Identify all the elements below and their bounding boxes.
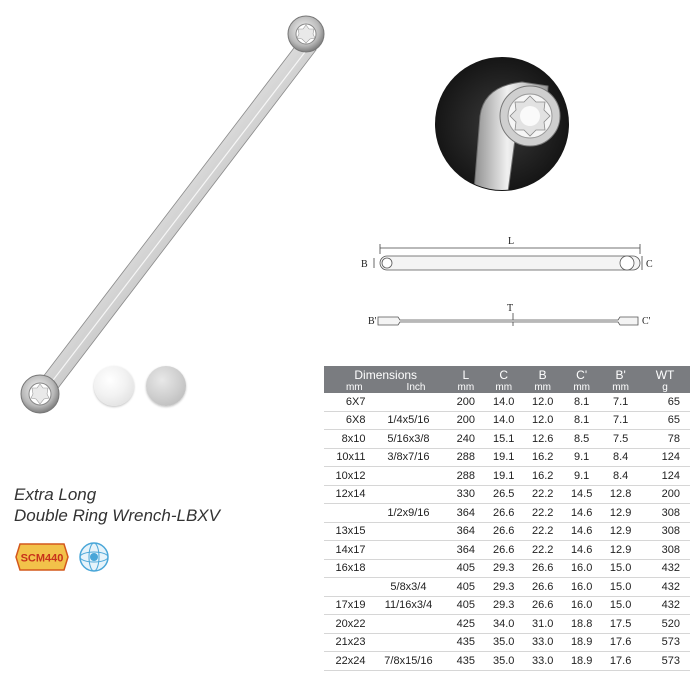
label-B-prime: B': [368, 316, 377, 327]
cell-inch: [369, 559, 447, 578]
cell-l: 405: [447, 578, 484, 597]
table-row: [324, 596, 690, 615]
cell-wt: 432: [640, 559, 690, 578]
cell-bp: 17.6: [601, 652, 640, 671]
cell-mm: 16x18: [324, 559, 369, 578]
col-Bp-header: B' mm: [601, 366, 640, 393]
table-row: [324, 393, 690, 411]
cell-bp: 12.9: [601, 541, 640, 560]
cell-b: 12.6: [523, 430, 562, 449]
col-Cp-header: C' mm: [562, 366, 601, 393]
cell-mm: 21x23: [324, 633, 369, 652]
cell-c: 26.5: [484, 485, 523, 504]
cell-b: 12.0: [523, 393, 562, 411]
cell-c: 26.6: [484, 504, 523, 523]
cell-l: 364: [447, 504, 484, 523]
cell-b: 16.2: [523, 448, 562, 467]
dimensions-inch-sublabel: Inch: [406, 382, 426, 393]
table-row: [324, 633, 690, 652]
cell-inch: 11/16x3/4: [369, 596, 447, 615]
cell-b: 26.6: [523, 596, 562, 615]
cell-l: 288: [447, 448, 484, 467]
cell-l: 330: [447, 485, 484, 504]
cell-inch: [369, 633, 447, 652]
cell-c: 15.1: [484, 430, 523, 449]
scm440-badge-text: SCM440: [20, 552, 64, 565]
cell-wt: 78: [640, 430, 690, 449]
cell-inch: [369, 393, 447, 411]
cell-bp: 15.0: [601, 596, 640, 615]
cell-wt: 573: [640, 652, 690, 671]
cell-wt: 432: [640, 596, 690, 615]
cell-bp: 15.0: [601, 559, 640, 578]
cell-wt: 308: [640, 522, 690, 541]
cell-inch: [369, 541, 447, 560]
cell-l: 405: [447, 596, 484, 615]
dimensions-header: [324, 366, 447, 393]
cell-bp: 17.5: [601, 615, 640, 634]
table-row: [324, 522, 690, 541]
title-line-2: Double Ring Wrench-LBXV: [14, 506, 220, 525]
dimension-diagram: [360, 232, 660, 342]
cell-c: 14.0: [484, 411, 523, 430]
cell-b: 33.0: [523, 652, 562, 671]
cell-b: 12.0: [523, 411, 562, 430]
cell-cp: 14.6: [562, 522, 601, 541]
cell-l: 240: [447, 430, 484, 449]
cell-mm: 6X8: [324, 411, 369, 430]
table-row: [324, 615, 690, 634]
col-C-header: C mm: [484, 366, 523, 393]
cell-b: 22.2: [523, 504, 562, 523]
cell-cp: 14.5: [562, 485, 601, 504]
cell-inch: 5/8x3/4: [369, 578, 447, 597]
scm440-badge: [16, 544, 68, 570]
cell-inch: 1/4x5/16: [369, 411, 447, 430]
cell-c: 29.3: [484, 596, 523, 615]
title-line-1: Extra Long: [14, 485, 97, 504]
cell-inch: 3/8x7/16: [369, 448, 447, 467]
table-row: [324, 467, 690, 486]
cell-mm: 20x22: [324, 615, 369, 634]
cell-mm: 8x10: [324, 430, 369, 449]
cell-cp: 16.0: [562, 596, 601, 615]
ring-closeup-photo: [434, 56, 570, 192]
dimensions-header-label: Dimensions: [354, 368, 418, 382]
col-WT-header: WT g: [640, 366, 690, 393]
table-row: [324, 559, 690, 578]
col-B-header: B mm: [523, 366, 562, 393]
cell-b: 22.2: [523, 522, 562, 541]
label-C: C: [646, 259, 653, 270]
cell-bp: 7.1: [601, 393, 640, 411]
cell-c: 19.1: [484, 448, 523, 467]
cell-mm: 17x19: [324, 596, 369, 615]
label-C-prime: C': [642, 316, 651, 327]
cell-mm: 10x11: [324, 448, 369, 467]
label-T: T: [507, 303, 514, 314]
cell-cp: 18.9: [562, 652, 601, 671]
cell-l: 425: [447, 615, 484, 634]
cell-b: 16.2: [523, 467, 562, 486]
cell-mm: 13x15: [324, 522, 369, 541]
cell-cp: 8.1: [562, 411, 601, 430]
cell-wt: 520: [640, 615, 690, 634]
cell-c: 34.0: [484, 615, 523, 634]
cell-cp: 8.1: [562, 393, 601, 411]
cell-inch: 1/2x9/16: [369, 504, 447, 523]
cell-c: 35.0: [484, 652, 523, 671]
cell-l: 405: [447, 559, 484, 578]
table-row: [324, 485, 690, 504]
table-row: [324, 448, 690, 467]
cell-cp: 14.6: [562, 504, 601, 523]
label-L: L: [508, 236, 515, 247]
table-row: [324, 541, 690, 560]
cell-mm: 14x17: [324, 541, 369, 560]
cell-l: 435: [447, 633, 484, 652]
cell-cp: 16.0: [562, 559, 601, 578]
cell-bp: 15.0: [601, 578, 640, 597]
spec-table: [324, 366, 690, 671]
cell-wt: 200: [640, 485, 690, 504]
cell-c: 14.0: [484, 393, 523, 411]
cell-bp: 8.4: [601, 448, 640, 467]
silver-finish-swatch: [146, 366, 186, 406]
cell-c: 35.0: [484, 633, 523, 652]
cell-inch: 5/16x3/8: [369, 430, 447, 449]
cell-wt: 308: [640, 541, 690, 560]
cell-wt: 573: [640, 633, 690, 652]
product-title: [14, 484, 220, 526]
cell-c: 26.6: [484, 522, 523, 541]
white-finish-swatch: [94, 366, 134, 406]
cell-b: 33.0: [523, 633, 562, 652]
cell-wt: 124: [640, 467, 690, 486]
cell-wt: 432: [640, 578, 690, 597]
cell-c: 26.6: [484, 541, 523, 560]
cell-l: 364: [447, 541, 484, 560]
cell-cp: 18.9: [562, 633, 601, 652]
cell-wt: 124: [640, 448, 690, 467]
cell-inch: [369, 485, 447, 504]
globe-badge-icon: [80, 543, 108, 571]
cell-cp: 14.6: [562, 541, 601, 560]
cell-bp: 7.5: [601, 430, 640, 449]
table-row: [324, 411, 690, 430]
cell-mm: 22x24: [324, 652, 369, 671]
cell-l: 200: [447, 393, 484, 411]
cell-wt: 308: [640, 504, 690, 523]
cell-b: 31.0: [523, 615, 562, 634]
cell-b: 26.6: [523, 559, 562, 578]
cell-l: 435: [447, 652, 484, 671]
table-header-row: [324, 366, 690, 393]
cell-bp: 12.9: [601, 504, 640, 523]
cell-bp: 12.8: [601, 485, 640, 504]
cell-mm: 6X7: [324, 393, 369, 411]
cell-mm: 10x12: [324, 467, 369, 486]
cell-inch: [369, 522, 447, 541]
table-row: [324, 504, 690, 523]
table-row: [324, 652, 690, 671]
cell-c: 29.3: [484, 578, 523, 597]
cell-l: 364: [447, 522, 484, 541]
cell-b: 22.2: [523, 485, 562, 504]
cell-wt: 65: [640, 411, 690, 430]
cell-mm: [324, 504, 369, 523]
cell-bp: 17.6: [601, 633, 640, 652]
cell-wt: 65: [640, 393, 690, 411]
cell-cp: 8.5: [562, 430, 601, 449]
cell-b: 22.2: [523, 541, 562, 560]
cell-inch: 7/8x15/16: [369, 652, 447, 671]
cell-c: 29.3: [484, 559, 523, 578]
cell-cp: 9.1: [562, 448, 601, 467]
certification-badges: [14, 540, 114, 574]
cell-bp: 12.9: [601, 522, 640, 541]
table-row: [324, 578, 690, 597]
cell-mm: 12x14: [324, 485, 369, 504]
cell-bp: 7.1: [601, 411, 640, 430]
label-B: B: [361, 259, 368, 270]
table-row: [324, 430, 690, 449]
col-L-header: L mm: [447, 366, 484, 393]
cell-bp: 8.4: [601, 467, 640, 486]
cell-c: 19.1: [484, 467, 523, 486]
dimensions-mm-sublabel: mm: [345, 382, 363, 393]
cell-l: 288: [447, 467, 484, 486]
cell-cp: 9.1: [562, 467, 601, 486]
cell-cp: 18.8: [562, 615, 601, 634]
wrench-photo: [0, 0, 360, 420]
cell-b: 26.6: [523, 578, 562, 597]
cell-inch: [369, 467, 447, 486]
cell-l: 200: [447, 411, 484, 430]
cell-inch: [369, 615, 447, 634]
cell-mm: [324, 578, 369, 597]
cell-cp: 16.0: [562, 578, 601, 597]
